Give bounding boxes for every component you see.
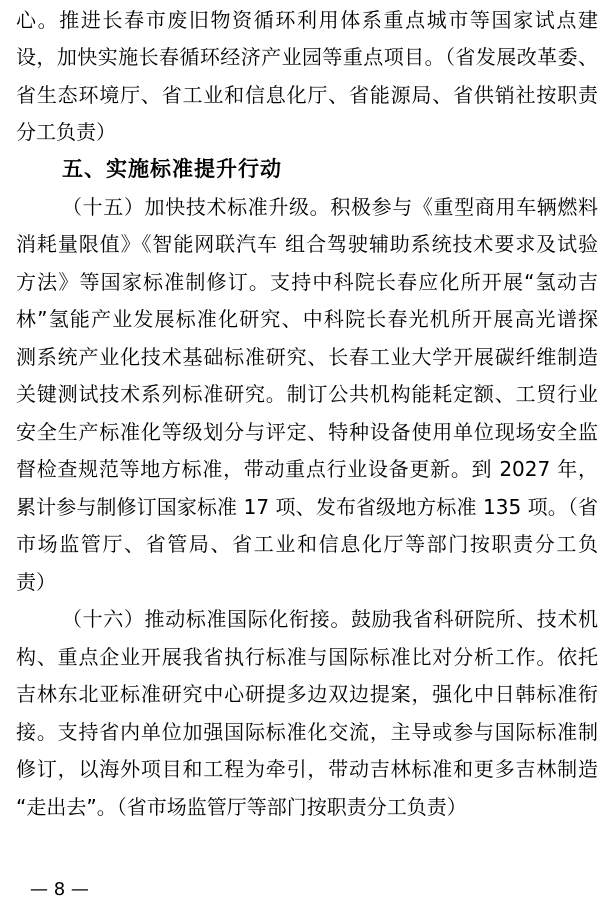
item15-line: 消耗量限值》《智能网联汽车 组合驾驶辅助系统技术要求及试验 (16, 232, 598, 256)
item16-line: （十六）推动标准国际化衔接。鼓励我省科研院所、技术机 (62, 607, 598, 631)
item15-line: 林”氢能产业发展标准化研究、中科院长春光机所开展高光谱探 (16, 307, 598, 331)
item16-line: 吉林东北亚标准研究中心研提多边双边提案，强化中日韩标准衔 (16, 682, 598, 706)
paragraph-line: 心。推进长春市废旧物资循环利用体系重点城市等国家试点建 (16, 8, 598, 32)
item15-line: （十五）加快技术标准升级。积极参与《重型商用车辆燃料 (62, 195, 598, 219)
item16-line: 构、重点企业开展我省执行标准与国际标准比对分析工作。依托 (16, 645, 598, 669)
paragraph-line: 省生态环境厅、省工业和信息化厅、省能源局、省供销社按职责 (16, 83, 598, 107)
item15-line: 市场监管厅、省管局、省工业和信息化厅等部门按职责分工负 (16, 532, 598, 556)
item15-line: 督检查规范等地方标准，带动重点行业设备更新。到 2027 年， (16, 457, 598, 481)
item15-line: 测系统产业化技术基础标准研究、长春工业大学开展碳纤维制造 (16, 345, 598, 369)
page-number: — 8 — (30, 879, 89, 900)
item15-line: 方法》等国家标准制修订。支持中科院长春应化所开展“氢动吉 (16, 270, 598, 294)
paragraph-line: 分工负责） (16, 120, 116, 144)
section-heading: 五、实施标准提升行动 (62, 157, 282, 181)
paragraph-line: 设，加快实施长春循环经济产业园等重点项目。（省发展改革委、 (16, 45, 598, 69)
item15-line: 关键测试技术系列标准研究。制订公共机构能耗定额、工贸行业 (16, 382, 598, 406)
item16-line: 接。支持省内单位加强国际标准化交流，主导或参与国际标准制 (16, 720, 598, 744)
item15-line: 责） (16, 570, 56, 594)
item15-line: 安全生产标准化等级划分与评定、特种设备使用单位现场安全监 (16, 420, 598, 444)
item16-line: 修订，以海外项目和工程为牵引，带动吉林标准和更多吉林制造 (16, 757, 598, 781)
item15-line: 累计参与制修订国家标准 17 项、发布省级地方标准 135 项。（省 (16, 495, 598, 519)
item16-line: “走出去”。（省市场监管厅等部门按职责分工负责） (16, 795, 467, 819)
